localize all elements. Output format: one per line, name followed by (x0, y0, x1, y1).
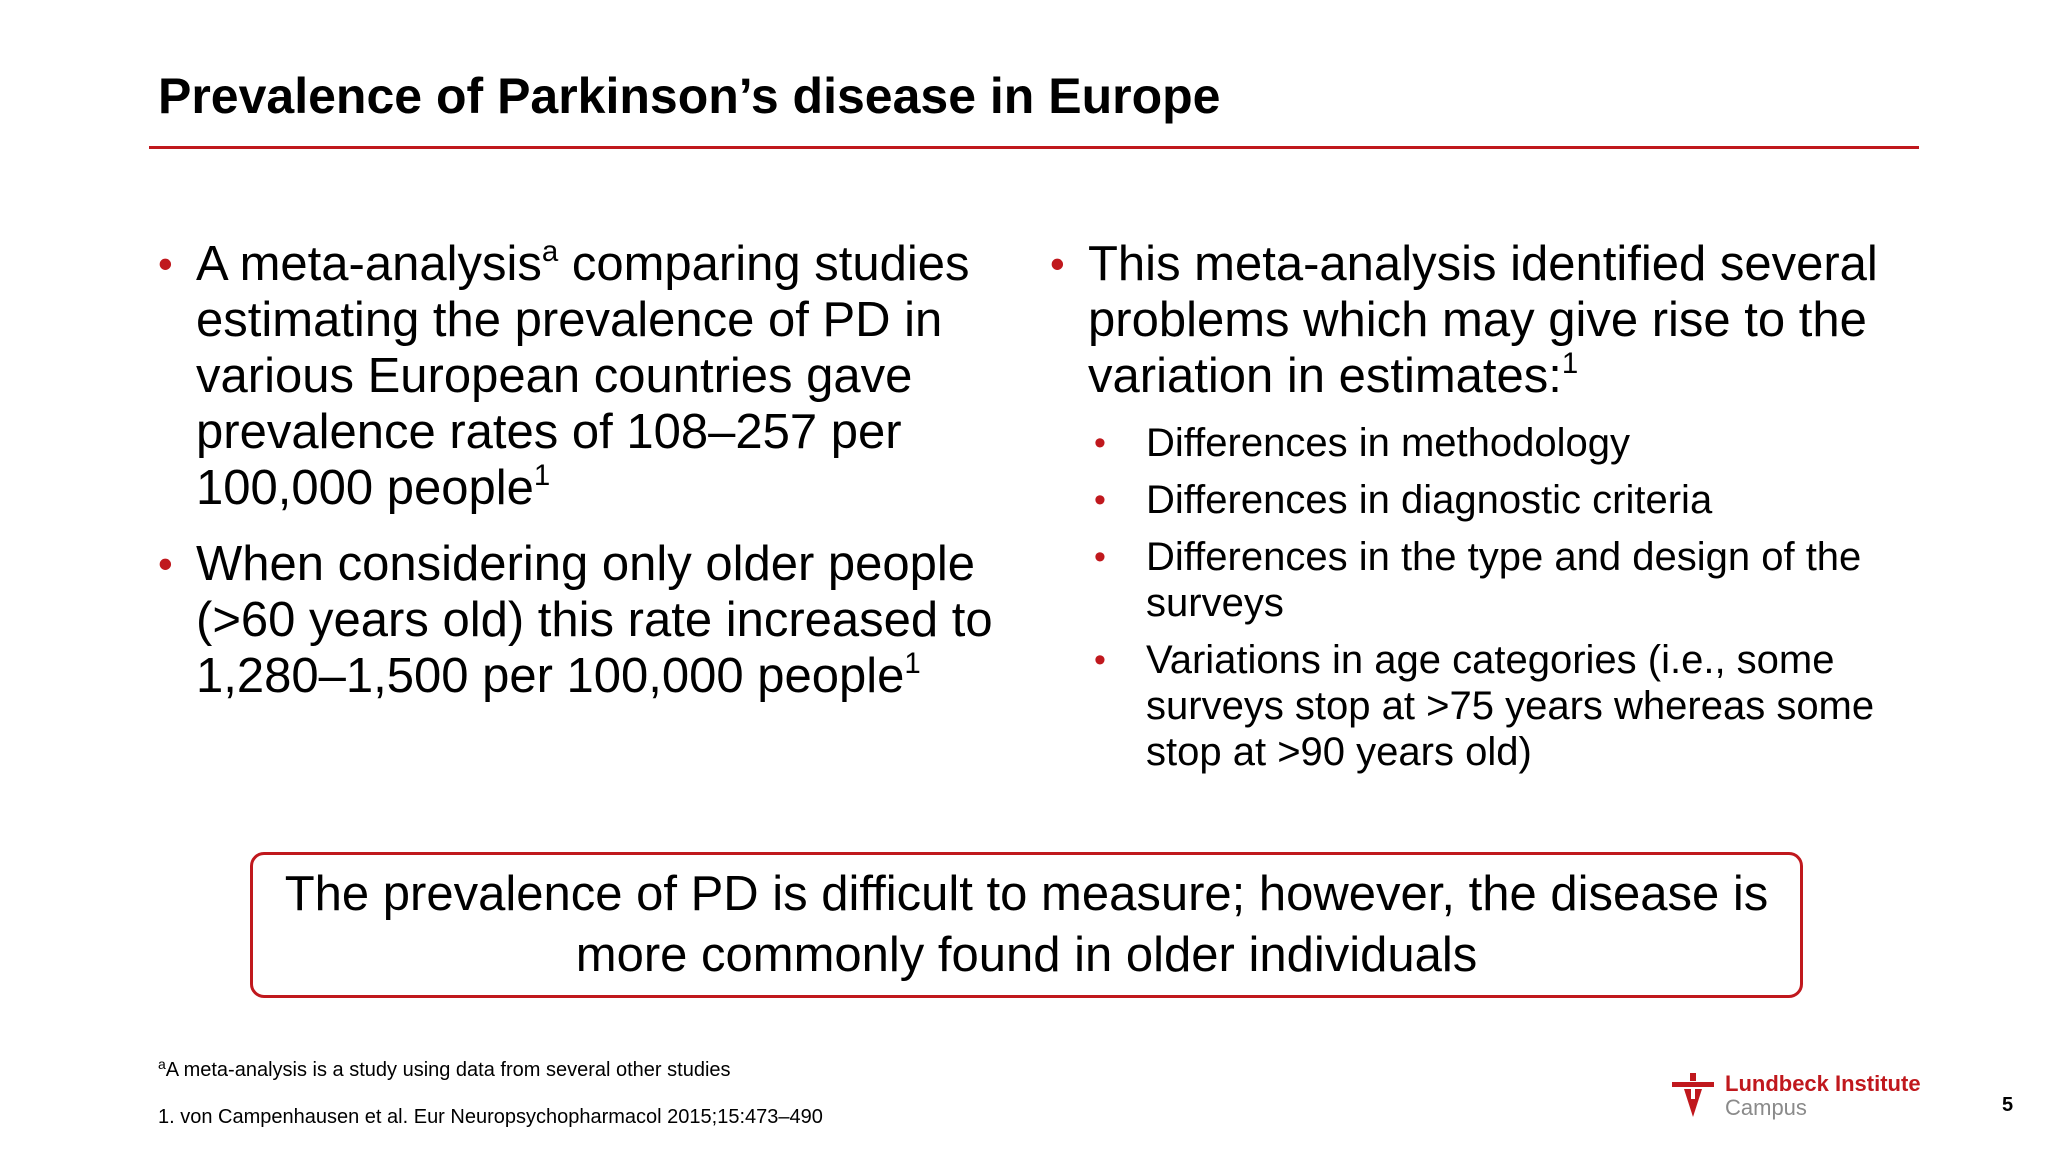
reference-citation: 1. von Campenhausen et al. Eur Neuropsychopharmacol 2015;15:473–490 (158, 1106, 823, 1128)
title-divider (149, 146, 1919, 149)
sub-bullet-text: Variations in age categories (i.e., some surveys stop at >75 years whereas some stop at >90 years old) (1146, 638, 1875, 774)
logo-subtitle: Campus (1725, 1095, 1807, 1120)
footnote-definition (158, 1058, 731, 1082)
list-item (1050, 236, 1920, 775)
bullet-marker: • (1094, 641, 1106, 679)
footnote-marker: a (541, 234, 559, 268)
footnote-marker: a (158, 1056, 166, 1072)
citation-marker: 1 (1561, 346, 1579, 380)
bullet-marker: • (1094, 481, 1106, 519)
citation-marker: 1 (904, 646, 921, 680)
lundbeck-logo-icon (1670, 1073, 1716, 1119)
list-item (158, 236, 1018, 516)
bullet-marker: • (1094, 538, 1106, 576)
right-column (1050, 236, 1920, 786)
footnote-text: A meta-analysis is a study using data from several other studies (165, 1059, 731, 1081)
sub-bullet-text: Differences in the type and design of the surveys (1146, 535, 1862, 625)
key-message-text: The prevalence of PD is difficult to measure; however, the disease is more commonly found in older individuals (284, 867, 1769, 982)
bullet-text: This meta-analysis identified several problems which may give rise to the variation in estimates: (1088, 237, 1878, 403)
key-message-box (250, 852, 1803, 998)
bullet-text: When considering only older people (>60 years old) this rate increased to 1,280–1,500 per 100,000 people (196, 537, 993, 703)
sub-list-item (1094, 477, 1920, 523)
citation-marker: 1 (533, 458, 551, 492)
bullet-text: comparing studies estimating the prevalence of PD in various European countries gave prevalence rates of 108–257 per 100,000 people (196, 237, 970, 515)
sub-bullet-text: Differences in methodology (1146, 421, 1630, 465)
list-item (158, 536, 1018, 704)
bullet-marker: • (1094, 424, 1106, 462)
bullet-text: A meta-analysis (196, 237, 542, 291)
sub-list-item (1094, 637, 1920, 775)
right-bullet-list (1050, 236, 1920, 775)
sub-bullet-text: Differences in diagnostic criteria (1146, 478, 1713, 522)
bullet-marker: • (158, 240, 173, 287)
bullet-marker: • (158, 540, 173, 587)
sub-list-item (1094, 534, 1920, 626)
left-column (158, 236, 1018, 724)
sub-bullet-list (1088, 420, 1920, 775)
page-number: 5 (2002, 1094, 2014, 1116)
slide-title: Prevalence of Parkinson’s disease in Europe (158, 68, 1221, 124)
sub-list-item (1094, 420, 1920, 466)
lundbeck-logo (1670, 1071, 1930, 1119)
logo-wordmark: Lundbeck Institute (1725, 1071, 1921, 1096)
left-bullet-list (158, 236, 1018, 704)
bullet-marker: • (1050, 240, 1065, 287)
